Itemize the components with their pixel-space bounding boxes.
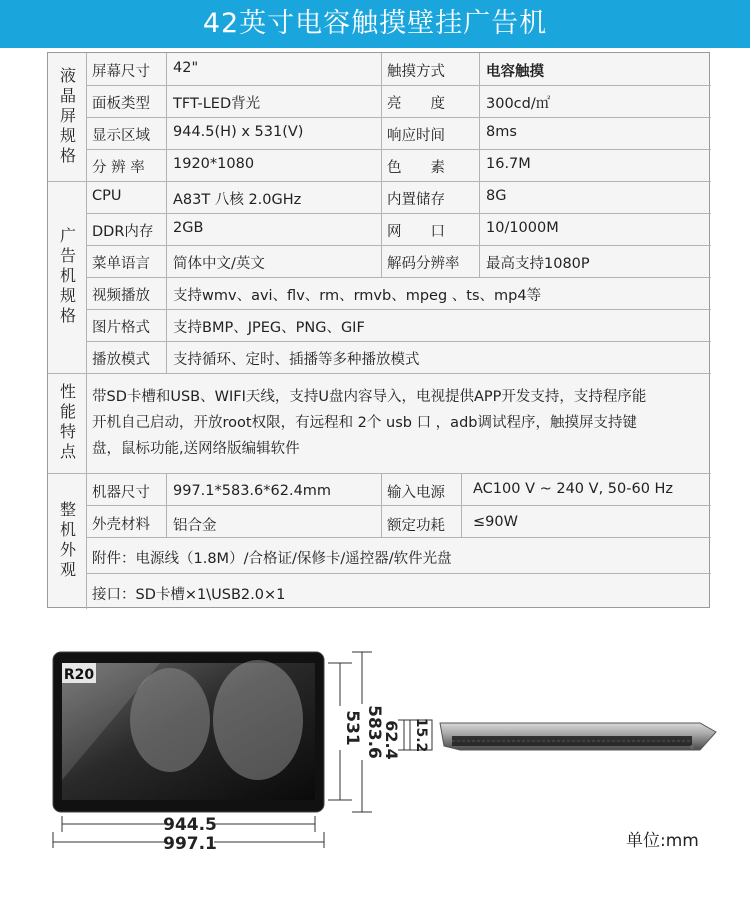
spec-label: 面板类型 bbox=[92, 96, 150, 112]
spec-label: 屏幕尺寸 bbox=[92, 64, 150, 80]
divider bbox=[48, 181, 711, 182]
spec-label: 分 辨 率 bbox=[92, 160, 145, 176]
width-inner-label: 944.5 bbox=[163, 815, 217, 835]
group-feature bbox=[48, 373, 86, 473]
spec-label: DDR内存 bbox=[92, 224, 154, 240]
feature-line: 带SD卡槽和USB、WIFI天线，支持U盘内容导入，电视提供APP开发支持，支持程序能 bbox=[92, 389, 647, 405]
spec-value: 944.5(H) x 531(V) bbox=[173, 124, 304, 140]
spec-value: 1920*1080 bbox=[173, 156, 255, 172]
group-ad-label: 广告机规格 bbox=[57, 227, 77, 327]
spec-value: 8ms bbox=[486, 124, 517, 140]
spec-value: 铝合金 bbox=[173, 518, 217, 534]
divider bbox=[86, 245, 711, 246]
title-banner: 42英寸电容触摸壁挂广告机 bbox=[0, 0, 750, 48]
spec-label: 触摸方式 bbox=[387, 64, 445, 80]
divider bbox=[86, 117, 711, 118]
group-whole-label: 整机外观 bbox=[57, 501, 77, 581]
spec-label: 解码分辨率 bbox=[387, 256, 460, 272]
spec-label: 输入电源 bbox=[387, 485, 445, 501]
divider bbox=[381, 53, 382, 277]
spec-value: 10/1000M bbox=[486, 220, 559, 236]
spec-table bbox=[47, 52, 710, 608]
side-view bbox=[440, 723, 716, 750]
spec-label: 机器尺寸 bbox=[92, 485, 150, 501]
group-lcd bbox=[48, 53, 86, 181]
spec-label: 内置储存 bbox=[387, 192, 445, 208]
spec-label: 外壳材料 bbox=[92, 517, 150, 533]
feature-line: 开机自己启动，开放root权限，有远程和 2个 usb 口 ，adb调试程序，触摸屏支持键 bbox=[92, 415, 637, 431]
divider bbox=[479, 53, 480, 277]
divider bbox=[86, 149, 711, 150]
spec-label: 播放模式 bbox=[92, 352, 150, 368]
spec-label: 图片格式 bbox=[92, 320, 150, 336]
spec-value: A83T 八核 2.0GHz bbox=[173, 192, 302, 208]
product-diagram bbox=[0, 620, 750, 914]
accessories-text: 附件：电源线（1.8M）/合格证/保修卡/遥控器/软件光盘 bbox=[92, 551, 452, 567]
unit-label: 单位:mm bbox=[626, 831, 699, 851]
feature-line: 盘，鼠标功能,送网络版编辑软件 bbox=[92, 441, 300, 457]
ports-text: 接口：SD卡槽×1\USB2.0×1 bbox=[92, 587, 286, 603]
spec-value: 16.7M bbox=[486, 156, 531, 172]
spec-value: 简体中文/英文 bbox=[173, 256, 265, 272]
divider bbox=[86, 573, 711, 574]
group-lcd-label: 液晶屏规格 bbox=[57, 67, 77, 167]
spec-label: 显示区域 bbox=[92, 128, 150, 144]
spec-label: CPU bbox=[92, 188, 122, 204]
spec-label: 视频播放 bbox=[92, 288, 150, 304]
group-ad bbox=[48, 181, 86, 373]
divider bbox=[86, 85, 711, 86]
divider bbox=[86, 537, 711, 538]
spec-value: AC100 V ~ 240 V, 50-60 Hz bbox=[473, 481, 674, 497]
spec-value: 300cd/㎡ bbox=[486, 96, 551, 112]
screen-figure bbox=[213, 660, 303, 780]
model-label: R20 bbox=[63, 667, 95, 683]
spec-label: 亮 度 bbox=[387, 96, 445, 112]
spec-value: 支持循环、定时、插播等多种播放模式 bbox=[173, 352, 420, 368]
front-view bbox=[53, 652, 324, 812]
group-whole bbox=[48, 473, 86, 609]
divider bbox=[86, 53, 87, 609]
width-outer-label: 997.1 bbox=[163, 834, 217, 854]
divider bbox=[86, 341, 711, 342]
divider bbox=[86, 309, 711, 310]
spec-value: 42" bbox=[173, 60, 199, 76]
spec-value: 电容触摸 bbox=[486, 64, 544, 80]
spec-value: 支持BMP、JPEG、PNG、GIF bbox=[173, 320, 365, 336]
spec-value: 支持wmv、avi、flv、rm、rmvb、mpeg 、ts、mp4等 bbox=[173, 288, 542, 304]
divider bbox=[48, 373, 711, 374]
spec-label: 响应时间 bbox=[387, 128, 445, 144]
spec-label: 色 素 bbox=[387, 160, 445, 176]
spec-value: 最高支持1080P bbox=[486, 256, 590, 272]
depth-label: 62.4 bbox=[382, 720, 401, 760]
depth-small-label: 15.2 bbox=[413, 717, 429, 753]
divider bbox=[86, 277, 711, 278]
height-inner-label: 531 bbox=[342, 710, 362, 746]
group-feature-label: 性能特点 bbox=[57, 383, 77, 463]
spec-value: TFT-LED背光 bbox=[173, 96, 261, 112]
divider bbox=[86, 213, 711, 214]
spec-value: 8G bbox=[486, 188, 507, 204]
divider bbox=[48, 473, 711, 474]
spec-label: 菜单语言 bbox=[92, 256, 150, 272]
height-outer-label: 583.6 bbox=[364, 705, 384, 759]
spec-label: 网 口 bbox=[387, 224, 445, 240]
spec-label: 额定功耗 bbox=[387, 518, 445, 534]
spec-value: 2GB bbox=[173, 220, 204, 236]
spec-value: ≤90W bbox=[473, 514, 518, 530]
spec-value: 997.1*583.6*62.4mm bbox=[173, 483, 332, 499]
divider bbox=[86, 505, 711, 506]
